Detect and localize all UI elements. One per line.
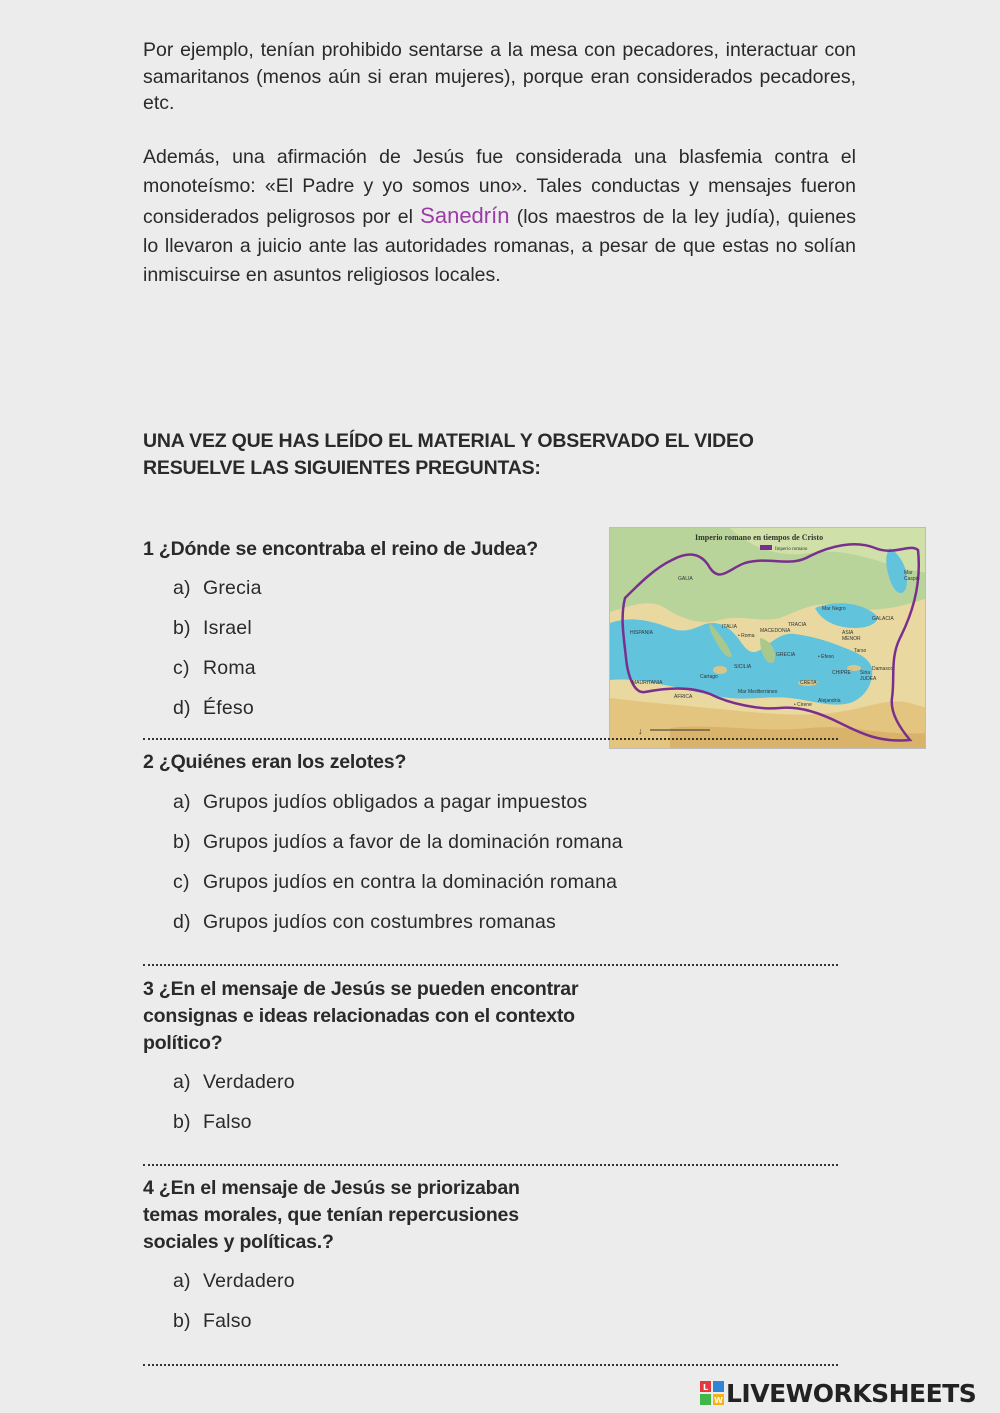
svg-text:Tarso: Tarso [854, 648, 867, 654]
liveworksheets-logo-icon [700, 1381, 724, 1405]
svg-text:L: L [702, 1383, 709, 1392]
option-1c[interactable] [173, 655, 262, 695]
svg-text:Cartago: Cartago [700, 674, 718, 680]
svg-text:CRETA: CRETA [800, 680, 817, 686]
option-3a[interactable] [173, 1069, 295, 1109]
option-letter: a) [173, 791, 191, 813]
option-letter: d) [173, 697, 191, 719]
svg-text:CHIPRE: CHIPRE [832, 670, 851, 676]
svg-text:GALACIA: GALACIA [872, 616, 894, 622]
separator-3 [143, 1164, 838, 1166]
svg-text:GALIA: GALIA [678, 576, 693, 582]
option-letter: b) [173, 831, 191, 853]
option-4a[interactable] [173, 1268, 295, 1308]
paragraph-2-end: (los maestros de la ley judía), quienes lo llevaron a juicio ante las autoridades romanas, a pesar de que estas no solían inmiscuirse en asuntos religiosos locales. [143, 206, 856, 286]
roman-empire-map-image [610, 528, 926, 749]
option-1a[interactable] [173, 575, 262, 615]
sanedrin-highlight: Sanedrín [420, 203, 510, 228]
instructions-line-1: UNA VEZ QUE HAS LEÍDO EL MATERIAL Y OBSERVADO EL VIDEO [143, 430, 754, 452]
instructions-line-2: RESUELVE LAS SIGUIENTES PREGUNTAS: [143, 457, 541, 479]
option-3b[interactable] [173, 1109, 295, 1149]
option-text: Verdadero [203, 1071, 295, 1093]
option-2a[interactable] [173, 789, 623, 829]
option-1b[interactable] [173, 615, 262, 655]
option-1d[interactable] [173, 695, 262, 735]
svg-text:HISPANIA: HISPANIA [630, 630, 653, 636]
map-legend: Imperio romano [775, 547, 808, 552]
svg-text:Caspio: Caspio [904, 576, 920, 582]
brand-name: LIVEWORKSHEETS [726, 1378, 977, 1408]
paragraph-2-start: Además, una afirmación de Jesús fue considerada una blasfemia contra el monoteísmo: «El Padre y yo somos uno». Tales conductas y mensajes fueron considerados peligrosos por el [143, 146, 856, 228]
option-text: Roma [203, 657, 256, 679]
option-4b[interactable] [173, 1308, 295, 1348]
option-letter: c) [173, 871, 190, 893]
svg-text:• Éfeso: • Éfeso [818, 654, 834, 660]
option-letter: a) [173, 577, 191, 599]
option-text: Grecia [203, 577, 262, 599]
map-title: Imperio romano en tiempos de Cristo [695, 533, 824, 542]
paragraph-2 [143, 143, 856, 290]
option-text: Israel [203, 617, 252, 639]
option-2c[interactable] [173, 869, 623, 909]
svg-text:• Roma: • Roma [738, 633, 755, 639]
question-3-line-3: político? [143, 1032, 223, 1054]
svg-text:MACEDONIA: MACEDONIA [760, 628, 791, 634]
svg-text:W: W [714, 1396, 723, 1405]
option-text: Grupos judíos a favor de la dominación romana [203, 831, 623, 853]
question-2-text: 2 ¿Quiénes eran los zelotes? [143, 751, 407, 773]
option-text: Grupos judíos obligados a pagar impuestos [203, 791, 588, 813]
option-letter: b) [173, 1111, 191, 1133]
roman-empire-map [609, 527, 926, 749]
svg-text:SICILIA: SICILIA [734, 664, 752, 670]
svg-text:ITALIA: ITALIA [722, 624, 737, 630]
svg-text:JUDEA: JUDEA [860, 676, 877, 682]
svg-text:TRACIA: TRACIA [788, 622, 807, 628]
svg-text:Alejandría: Alejandría [818, 698, 841, 704]
svg-text:GRECIA: GRECIA [776, 652, 796, 658]
option-letter: d) [173, 911, 191, 933]
separator-1 [143, 738, 838, 740]
question-4-line-3: sociales y políticas.? [143, 1231, 334, 1253]
option-2b[interactable] [173, 829, 623, 869]
option-text: Grupos judíos en contra la dominación romana [203, 871, 618, 893]
question-1-options [173, 575, 262, 735]
svg-text:↓: ↓ [638, 726, 643, 736]
svg-text:ASIA: ASIA [842, 630, 854, 636]
option-text: Falso [203, 1111, 252, 1133]
instructions-heading [143, 428, 843, 482]
option-text: Éfeso [203, 697, 254, 719]
option-text: Grupos judíos con costumbres romanas [203, 911, 556, 933]
question-3-line-1: 3 ¿En el mensaje de Jesús se pueden encontrar [143, 978, 579, 1000]
svg-text:Damasco: Damasco [872, 666, 894, 672]
paragraph-1: Por ejemplo, tenían prohibido sentarse a la mesa con pecadores, interactuar con samaritanos (menos aún si eran mujeres), porque eran considerados pecadores, etc. [143, 39, 856, 114]
svg-text:Siria: Siria [860, 670, 871, 676]
svg-text:MAURITANIA: MAURITANIA [632, 680, 663, 686]
question-2-options [173, 789, 623, 949]
svg-text:Mar Mediterráneo: Mar Mediterráneo [738, 689, 778, 695]
svg-text:• Cirene: • Cirene [794, 702, 812, 708]
svg-text:Mar: Mar [904, 570, 913, 576]
question-4-line-2: temas morales, que tenían repercusiones [143, 1204, 519, 1226]
question-4-text [143, 1175, 520, 1256]
separator-2 [143, 964, 838, 966]
option-text: Falso [203, 1310, 252, 1332]
svg-text:ÁFRICA: ÁFRICA [674, 694, 693, 700]
liveworksheets-brand[interactable] [700, 1378, 976, 1408]
option-letter: a) [173, 1071, 191, 1093]
question-3-text [143, 976, 578, 1057]
option-letter: b) [173, 617, 191, 639]
separator-4 [143, 1364, 838, 1366]
svg-text:Mar Negro: Mar Negro [822, 606, 846, 612]
question-3-line-2: consignas e ideas relacionadas con el contexto [143, 1005, 575, 1027]
option-letter: b) [173, 1310, 191, 1332]
option-letter: c) [173, 657, 190, 679]
question-1-text: 1 ¿Dónde se encontraba el reino de Judea? [143, 538, 538, 560]
option-2d[interactable] [173, 909, 623, 949]
question-4-options [173, 1268, 295, 1348]
option-letter: a) [173, 1270, 191, 1292]
question-4-line-1: 4 ¿En el mensaje de Jesús se priorizaban [143, 1177, 520, 1199]
question-3-options [173, 1069, 295, 1149]
option-text: Verdadero [203, 1270, 295, 1292]
svg-text:MENOR: MENOR [842, 636, 861, 642]
